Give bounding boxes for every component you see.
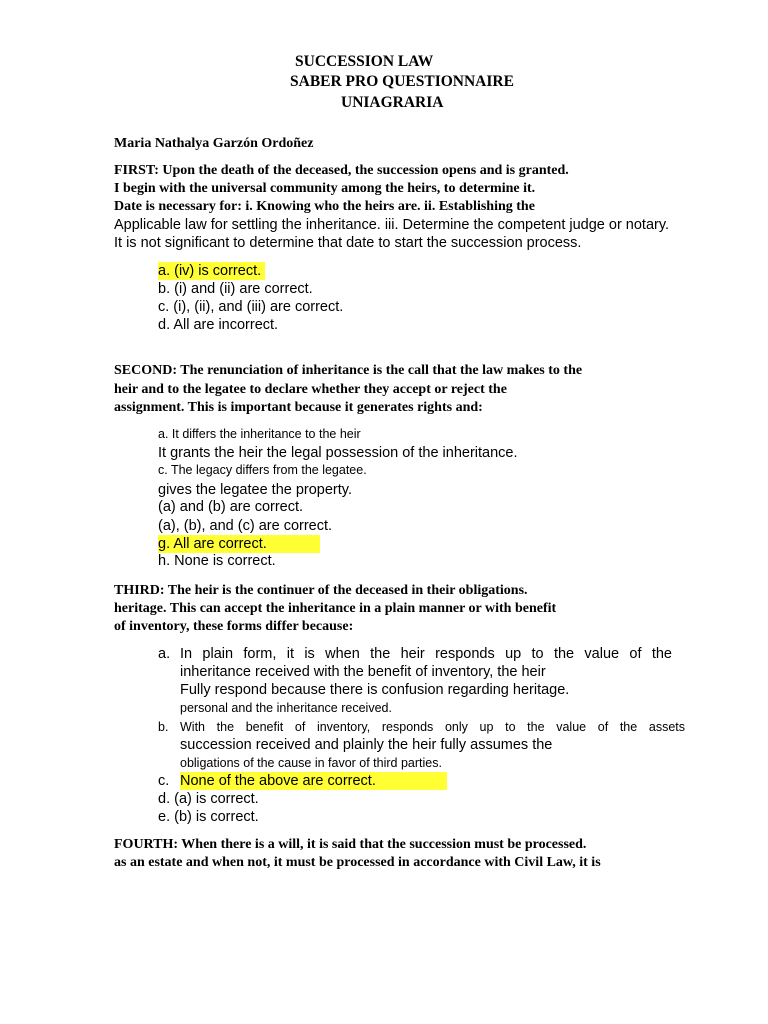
q3-option-b-marker: b. bbox=[158, 720, 169, 734]
q2-option-b: It grants the heir the legal possession of the inheritance. bbox=[158, 445, 518, 461]
q1-option-b: b. (i) and (ii) are correct. bbox=[158, 281, 313, 297]
q2-option-c: c. The legacy differs from the legatee. bbox=[158, 463, 367, 477]
q3-text-line1: THIRD: The heir is the continuer of the deceased in their obligations. bbox=[114, 583, 528, 598]
q2-option-h: h. None is correct. bbox=[158, 553, 276, 569]
q3-option-b-line3: obligations of the cause in favor of third parties. bbox=[180, 756, 442, 770]
q3-option-c-highlighted: None of the above are correct. bbox=[180, 772, 447, 790]
q1-option-c: c. (i), (ii), and (iii) are correct. bbox=[158, 299, 344, 315]
q2-text-line1: SECOND: The renunciation of inheritance is the call that the law makes to the bbox=[114, 363, 583, 378]
q1-text-line3: Date is necessary for: i. Knowing who the heirs are. ii. Establishing the bbox=[114, 199, 535, 214]
q2-option-e: (a) and (b) are correct. bbox=[158, 499, 304, 515]
q2-option-g-highlighted: g. All are correct. bbox=[158, 535, 320, 553]
q1-text-line2: I begin with the universal community among the heirs, to determine it. bbox=[114, 181, 536, 196]
q2-option-d: gives the legatee the property. bbox=[158, 482, 352, 498]
q3-option-a-line2: inheritance received with the benefit of inventory, the heir bbox=[180, 664, 546, 680]
q1-text-line5: It is not significant to determine that date to start the succession process. bbox=[114, 235, 582, 251]
q1-option-d: d. All are incorrect. bbox=[158, 317, 279, 333]
q3-text-line2: heritage. This can accept the inheritance in a plain manner or with benefit bbox=[114, 601, 557, 616]
q2-option-a: a. It differs the inheritance to the heir bbox=[158, 427, 361, 441]
q3-option-a-line3: Fully respond because there is confusion regarding heritage. bbox=[180, 682, 570, 698]
q3-option-b-line2: succession received and plainly the heir fully assumes the bbox=[180, 737, 553, 753]
q3-option-d: d. (a) is correct. bbox=[158, 791, 259, 807]
q2-text-line2: heir and to the legatee to declare whether they accept or reject the bbox=[114, 382, 507, 397]
q1-text-line4: Applicable law for settling the inheritance. iii. Determine the competent judge or notary. bbox=[114, 217, 670, 233]
doc-title-line1: SUCCESSION LAW bbox=[295, 53, 434, 70]
doc-title-line3: UNIAGRARIA bbox=[341, 94, 444, 111]
q2-text-line3: assignment. This is important because it generates rights and: bbox=[114, 400, 483, 415]
q1-text-line1: FIRST: Upon the death of the deceased, the succession opens and is granted. bbox=[114, 163, 569, 178]
q3-option-b-line1: With the benefit of inventory, responds only up to the value of the assets bbox=[180, 720, 685, 734]
q3-option-e: e. (b) is correct. bbox=[158, 809, 259, 825]
q3-option-c-marker: c. bbox=[158, 773, 170, 789]
author-name: Maria Nathalya Garzón Ordoñez bbox=[114, 136, 314, 151]
q1-option-a-highlighted: a. (iv) is correct. bbox=[158, 262, 265, 280]
doc-title-line2: SABER PRO QUESTIONNAIRE bbox=[290, 73, 514, 90]
q3-option-a-line1: In plain form, it is when the heir responds up to the value of the bbox=[180, 646, 672, 662]
q3-text-line3: of inventory, these forms differ because: bbox=[114, 619, 354, 634]
q3-option-a-line4: personal and the inheritance received. bbox=[180, 701, 392, 715]
q4-text-line2: as an estate and when not, it must be processed in accordance with Civil Law, it is bbox=[114, 855, 601, 870]
q2-option-f: (a), (b), and (c) are correct. bbox=[158, 518, 333, 534]
q3-option-a-marker: a. bbox=[158, 646, 171, 662]
q4-text-line1: FOURTH: When there is a will, it is said that the succession must be processed. bbox=[114, 837, 587, 852]
